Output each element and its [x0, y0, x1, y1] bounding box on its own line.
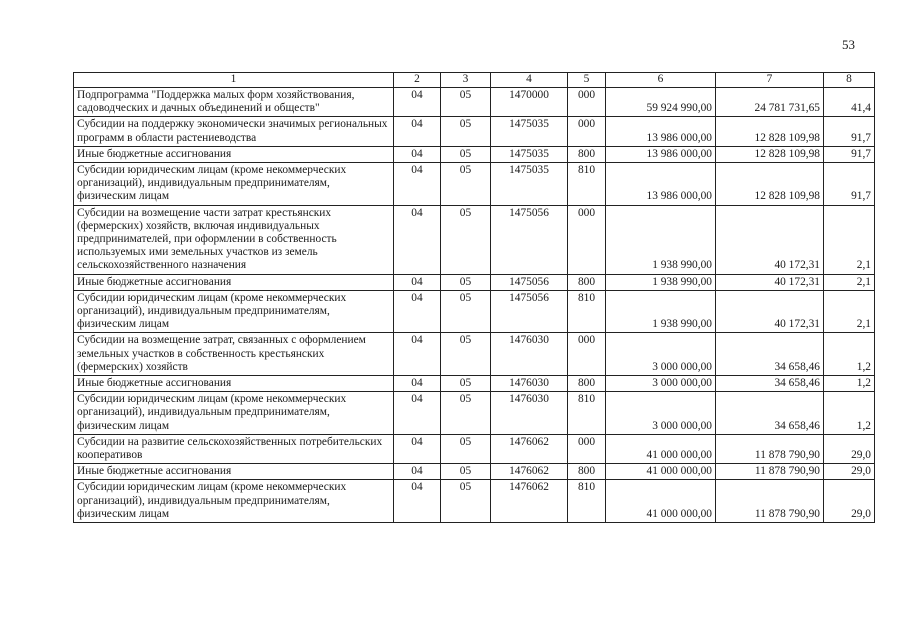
execution-percent-cell: 29,0 — [824, 480, 875, 523]
table-row — [74, 274, 875, 290]
column-header: 7 — [716, 73, 824, 88]
row-name-cell: Иные бюджетные ассигнования — [74, 146, 394, 162]
execution-percent-cell: 29,0 — [824, 464, 875, 480]
planned-amount-cell: 3 000 000,00 — [606, 392, 716, 435]
expense-type-code-cell: 810 — [568, 392, 606, 435]
executed-amount-cell: 40 172,31 — [716, 274, 824, 290]
column-header: 3 — [441, 73, 491, 88]
expense-type-code-cell: 000 — [568, 117, 606, 146]
execution-percent-cell: 2,1 — [824, 205, 875, 274]
planned-amount-cell: 13 986 000,00 — [606, 117, 716, 146]
subsection-code-cell: 05 — [441, 333, 491, 376]
row-name-cell: Иные бюджетные ассигнования — [74, 464, 394, 480]
expense-type-code-cell: 000 — [568, 333, 606, 376]
expense-type-code-cell: 000 — [568, 205, 606, 274]
table-header-row — [74, 73, 875, 88]
subsection-code-cell: 05 — [441, 205, 491, 274]
row-name-cell: Подпрограмма "Поддержка малых форм хозяйствования, садоводческих и дачных объединений и обществ" — [74, 88, 394, 117]
target-item-code-cell: 1476030 — [491, 333, 568, 376]
section-code-cell: 04 — [394, 205, 441, 274]
target-item-code-cell: 1475056 — [491, 290, 568, 333]
table-row — [74, 392, 875, 435]
expense-type-code-cell: 800 — [568, 146, 606, 162]
column-header: 1 — [74, 73, 394, 88]
executed-amount-cell: 34 658,46 — [716, 333, 824, 376]
subsection-code-cell: 05 — [441, 392, 491, 435]
target-item-code-cell: 1476062 — [491, 434, 568, 463]
section-code-cell: 04 — [394, 376, 441, 392]
subsection-code-cell: 05 — [441, 290, 491, 333]
executed-amount-cell: 34 658,46 — [716, 376, 824, 392]
row-name-cell: Субсидии на возмещение затрат, связанных с оформлением земельных участков в собственность крестьянских (фермерских) хозяйств — [74, 333, 394, 376]
row-name-cell: Субсидии на развитие сельскохозяйственных потребительских кооперативов — [74, 434, 394, 463]
executed-amount-cell: 24 781 731,65 — [716, 88, 824, 117]
table-row — [74, 333, 875, 376]
subsection-code-cell: 05 — [441, 117, 491, 146]
planned-amount-cell: 41 000 000,00 — [606, 434, 716, 463]
subsection-code-cell: 05 — [441, 480, 491, 523]
planned-amount-cell: 1 938 990,00 — [606, 274, 716, 290]
section-code-cell: 04 — [394, 480, 441, 523]
target-item-code-cell: 1476030 — [491, 376, 568, 392]
row-name-cell: Субсидии на поддержку экономически значимых региональных программ в области растениеводства — [74, 117, 394, 146]
subsection-code-cell: 05 — [441, 434, 491, 463]
expense-type-code-cell: 810 — [568, 163, 606, 206]
section-code-cell: 04 — [394, 392, 441, 435]
executed-amount-cell: 11 878 790,90 — [716, 434, 824, 463]
executed-amount-cell: 11 878 790,90 — [716, 480, 824, 523]
executed-amount-cell: 34 658,46 — [716, 392, 824, 435]
planned-amount-cell: 3 000 000,00 — [606, 333, 716, 376]
section-code-cell: 04 — [394, 434, 441, 463]
table-row — [74, 376, 875, 392]
target-item-code-cell: 1475035 — [491, 117, 568, 146]
target-item-code-cell: 1475056 — [491, 205, 568, 274]
page-number: 53 — [842, 37, 855, 52]
section-code-cell: 04 — [394, 464, 441, 480]
planned-amount-cell: 3 000 000,00 — [606, 376, 716, 392]
section-code-cell: 04 — [394, 333, 441, 376]
expense-type-code-cell: 800 — [568, 274, 606, 290]
subsection-code-cell: 05 — [441, 88, 491, 117]
execution-percent-cell: 41,4 — [824, 88, 875, 117]
execution-percent-cell: 2,1 — [824, 274, 875, 290]
table-row — [74, 163, 875, 206]
section-code-cell: 04 — [394, 88, 441, 117]
target-item-code-cell: 1476062 — [491, 464, 568, 480]
section-code-cell: 04 — [394, 117, 441, 146]
row-name-cell: Субсидии юридическим лицам (кроме некоммерческих организаций), индивидуальным предпринимателям, физическим лицам — [74, 290, 394, 333]
table-row — [74, 290, 875, 333]
target-item-code-cell: 1475035 — [491, 163, 568, 206]
subsection-code-cell: 05 — [441, 274, 491, 290]
executed-amount-cell: 12 828 109,98 — [716, 117, 824, 146]
expense-type-code-cell: 800 — [568, 464, 606, 480]
column-header: 4 — [491, 73, 568, 88]
row-name-cell: Субсидии юридическим лицам (кроме некоммерческих организаций), индивидуальным предпринимателям, физическим лицам — [74, 480, 394, 523]
section-code-cell: 04 — [394, 274, 441, 290]
section-code-cell: 04 — [394, 146, 441, 162]
column-header: 6 — [606, 73, 716, 88]
target-item-code-cell: 1476062 — [491, 480, 568, 523]
target-item-code-cell: 1476030 — [491, 392, 568, 435]
planned-amount-cell: 13 986 000,00 — [606, 163, 716, 206]
expense-type-code-cell: 810 — [568, 480, 606, 523]
planned-amount-cell: 1 938 990,00 — [606, 290, 716, 333]
planned-amount-cell: 1 938 990,00 — [606, 205, 716, 274]
execution-percent-cell: 91,7 — [824, 117, 875, 146]
execution-percent-cell: 91,7 — [824, 146, 875, 162]
table-row — [74, 480, 875, 523]
executed-amount-cell: 40 172,31 — [716, 290, 824, 333]
row-name-cell: Иные бюджетные ассигнования — [74, 274, 394, 290]
execution-percent-cell: 29,0 — [824, 434, 875, 463]
target-item-code-cell: 1475056 — [491, 274, 568, 290]
table-row — [74, 205, 875, 274]
expense-type-code-cell: 000 — [568, 88, 606, 117]
planned-amount-cell: 41 000 000,00 — [606, 464, 716, 480]
execution-percent-cell: 1,2 — [824, 376, 875, 392]
table-row — [74, 434, 875, 463]
executed-amount-cell: 12 828 109,98 — [716, 163, 824, 206]
section-code-cell: 04 — [394, 163, 441, 206]
subsection-code-cell: 05 — [441, 464, 491, 480]
table-row — [74, 88, 875, 117]
budget-table — [73, 72, 875, 523]
execution-percent-cell: 2,1 — [824, 290, 875, 333]
execution-percent-cell: 91,7 — [824, 163, 875, 206]
row-name-cell: Субсидии юридическим лицам (кроме некоммерческих организаций), индивидуальным предпринимателям, физическим лицам — [74, 163, 394, 206]
subsection-code-cell: 05 — [441, 163, 491, 206]
expense-type-code-cell: 800 — [568, 376, 606, 392]
executed-amount-cell: 40 172,31 — [716, 205, 824, 274]
section-code-cell: 04 — [394, 290, 441, 333]
table-row — [74, 464, 875, 480]
table-row — [74, 117, 875, 146]
planned-amount-cell: 59 924 990,00 — [606, 88, 716, 117]
row-name-cell: Субсидии юридическим лицам (кроме некоммерческих организаций), индивидуальным предпринимателям, физическим лицам — [74, 392, 394, 435]
column-header: 8 — [824, 73, 875, 88]
row-name-cell: Иные бюджетные ассигнования — [74, 376, 394, 392]
target-item-code-cell: 1470000 — [491, 88, 568, 117]
target-item-code-cell: 1475035 — [491, 146, 568, 162]
subsection-code-cell: 05 — [441, 376, 491, 392]
column-header: 5 — [568, 73, 606, 88]
expense-type-code-cell: 000 — [568, 434, 606, 463]
column-header: 2 — [394, 73, 441, 88]
executed-amount-cell: 12 828 109,98 — [716, 146, 824, 162]
planned-amount-cell: 41 000 000,00 — [606, 480, 716, 523]
planned-amount-cell: 13 986 000,00 — [606, 146, 716, 162]
execution-percent-cell: 1,2 — [824, 392, 875, 435]
execution-percent-cell: 1,2 — [824, 333, 875, 376]
executed-amount-cell: 11 878 790,90 — [716, 464, 824, 480]
row-name-cell: Субсидии на возмещение части затрат крестьянских (фермерских) хозяйств, включая индивидуальных предпринимателей, при оформлении в собственность используемых ими земельных участков из земель сельскохозяйственного назначения — [74, 205, 394, 274]
expense-type-code-cell: 810 — [568, 290, 606, 333]
table-row — [74, 146, 875, 162]
subsection-code-cell: 05 — [441, 146, 491, 162]
